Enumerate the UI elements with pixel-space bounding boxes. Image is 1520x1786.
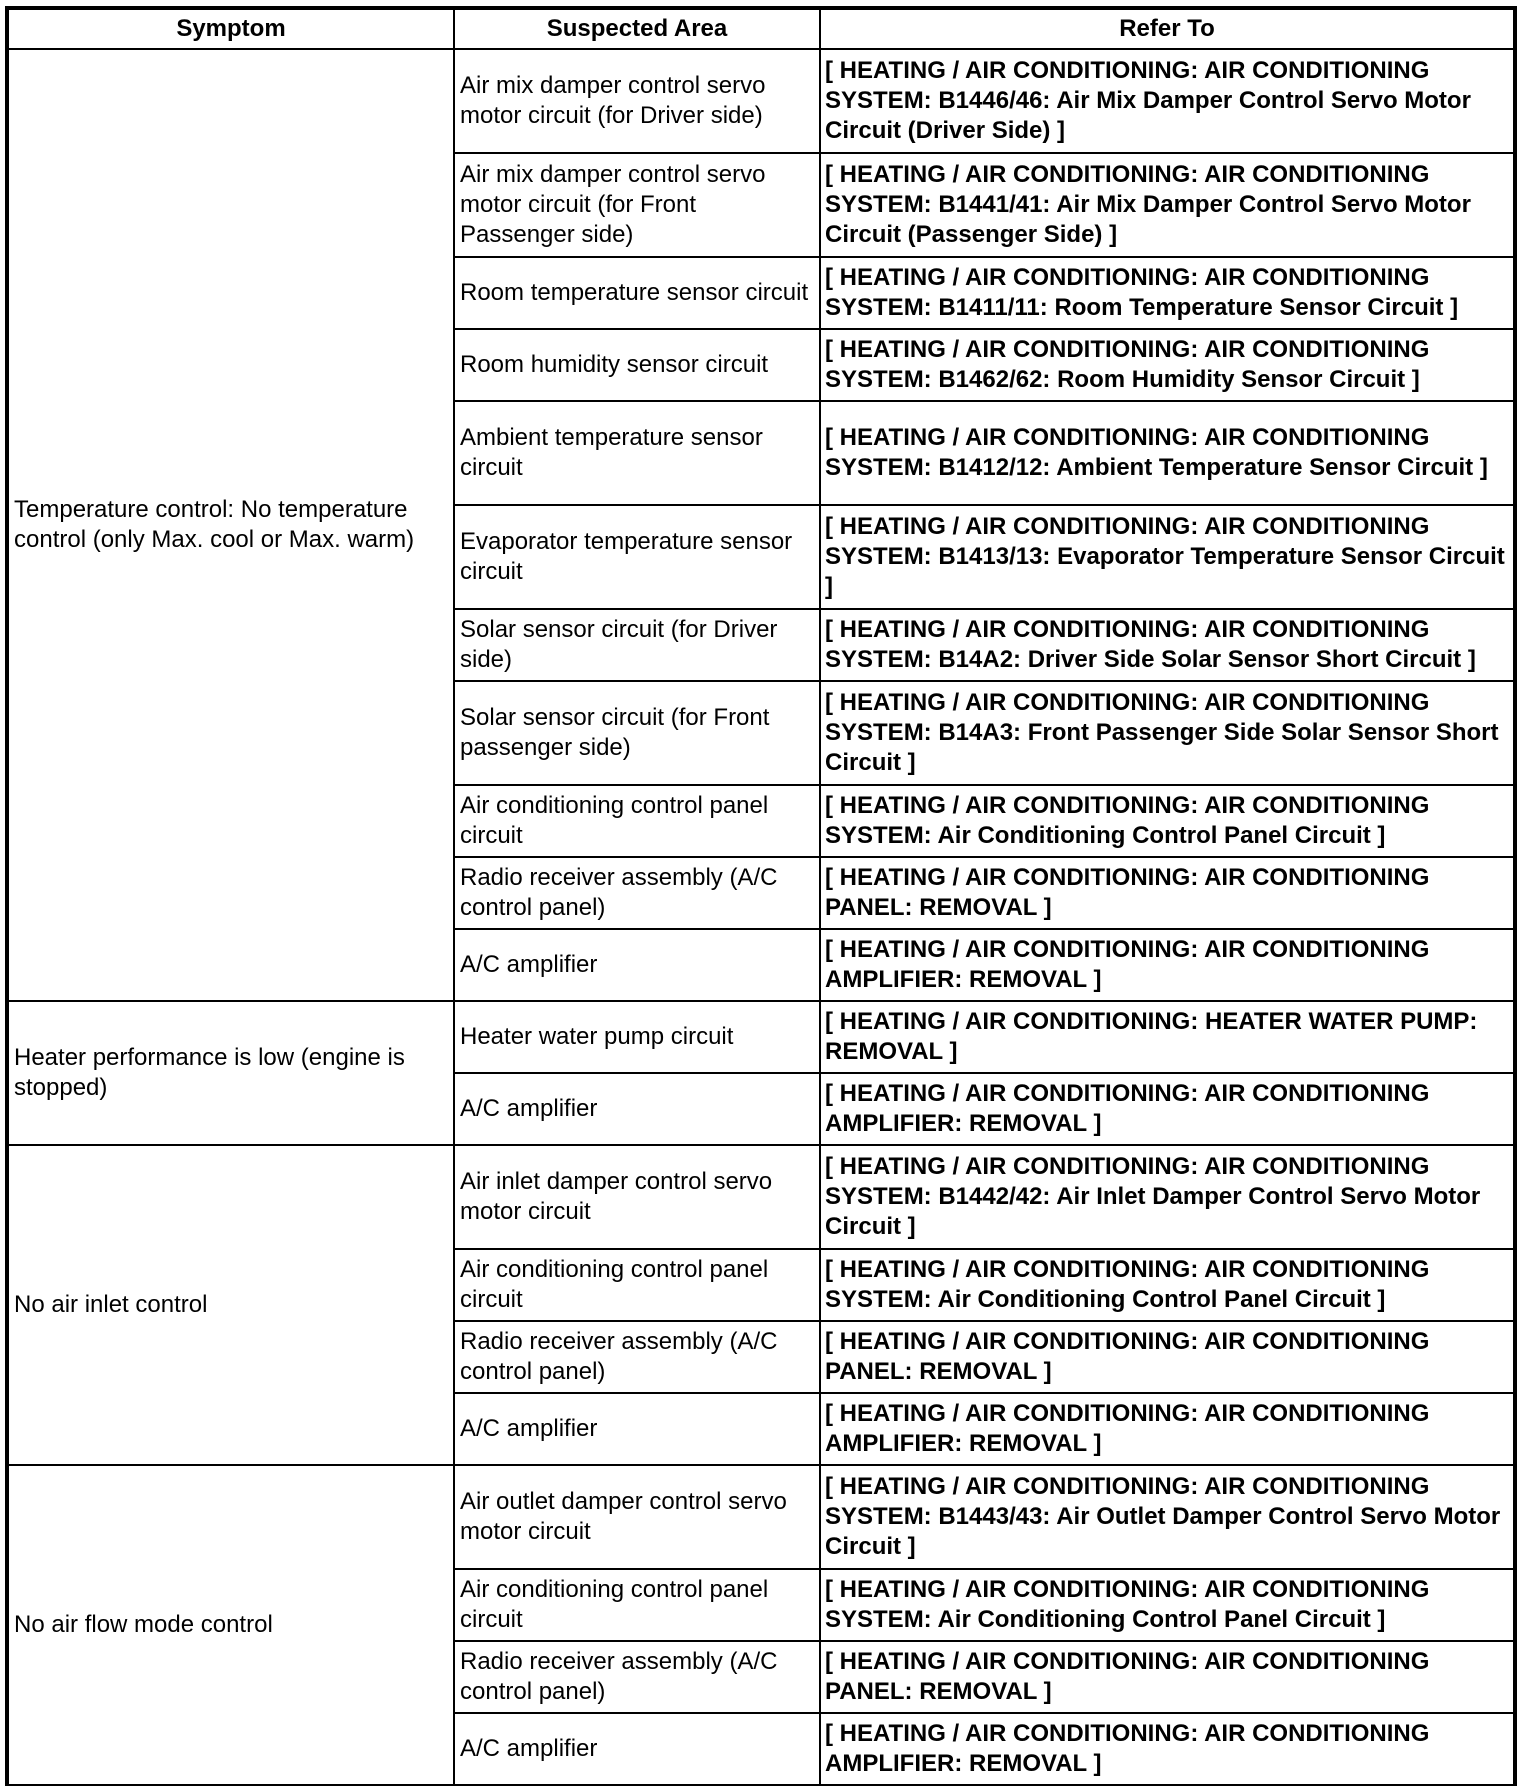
diagnostic-table	[7, 8, 1515, 1786]
suspected-area-cell: Radio receiver assembly (A/C control panel)	[454, 1641, 820, 1713]
suspected-area-cell: A/C amplifier	[454, 1073, 820, 1145]
symptom-cell: No air flow mode control	[8, 1465, 454, 1785]
suspected-area-cell: Air mix damper control servo motor circuit (for Front Passenger side)	[454, 153, 820, 257]
suspected-area-cell: A/C amplifier	[454, 1713, 820, 1785]
header-row	[8, 9, 1514, 49]
refer-to-link[interactable]: [ HEATING / AIR CONDITIONING: AIR CONDITIONING SYSTEM: B1413/13: Evaporator Temperature Sensor Circuit ]	[820, 505, 1514, 609]
header-suspected-area: Suspected Area	[454, 9, 820, 49]
refer-to-link[interactable]: [ HEATING / AIR CONDITIONING: AIR CONDITIONING AMPLIFIER: REMOVAL ]	[820, 1713, 1514, 1785]
suspected-area-cell: Heater water pump circuit	[454, 1001, 820, 1073]
refer-to-link[interactable]: [ HEATING / AIR CONDITIONING: AIR CONDITIONING SYSTEM: B1462/62: Room Humidity Sensor Circuit ]	[820, 329, 1514, 401]
header-symptom: Symptom	[8, 9, 454, 49]
refer-to-link[interactable]: [ HEATING / AIR CONDITIONING: AIR CONDITIONING SYSTEM: Air Conditioning Control Panel Circuit ]	[820, 1569, 1514, 1641]
suspected-area-cell: Solar sensor circuit (for Front passenger side)	[454, 681, 820, 785]
table-row	[8, 1001, 1514, 1073]
suspected-area-cell: Solar sensor circuit (for Driver side)	[454, 609, 820, 681]
refer-to-link[interactable]: [ HEATING / AIR CONDITIONING: AIR CONDITIONING PANEL: REMOVAL ]	[820, 1641, 1514, 1713]
refer-to-link[interactable]: [ HEATING / AIR CONDITIONING: AIR CONDITIONING SYSTEM: Air Conditioning Control Panel Circuit ]	[820, 785, 1514, 857]
table-row	[8, 1145, 1514, 1249]
suspected-area-cell: Air conditioning control panel circuit	[454, 785, 820, 857]
refer-to-link[interactable]: [ HEATING / AIR CONDITIONING: AIR CONDITIONING SYSTEM: B14A3: Front Passenger Side Solar Sensor Short Circuit ]	[820, 681, 1514, 785]
refer-to-link[interactable]: [ HEATING / AIR CONDITIONING: AIR CONDITIONING SYSTEM: B1411/11: Room Temperature Sensor Circuit ]	[820, 257, 1514, 329]
suspected-area-cell: Room temperature sensor circuit	[454, 257, 820, 329]
suspected-area-cell: Air mix damper control servo motor circuit (for Driver side)	[454, 49, 820, 153]
refer-to-link[interactable]: [ HEATING / AIR CONDITIONING: AIR CONDITIONING PANEL: REMOVAL ]	[820, 857, 1514, 929]
refer-to-link[interactable]: [ HEATING / AIR CONDITIONING: AIR CONDITIONING SYSTEM: B1446/46: Air Mix Damper Control Servo Motor Circuit (Driver Side) ]	[820, 49, 1514, 153]
table-row	[8, 1465, 1514, 1569]
suspected-area-cell: Radio receiver assembly (A/C control panel)	[454, 1321, 820, 1393]
refer-to-link[interactable]: [ HEATING / AIR CONDITIONING: AIR CONDITIONING SYSTEM: B1443/43: Air Outlet Damper Control Servo Motor Circuit ]	[820, 1465, 1514, 1569]
suspected-area-cell: Air conditioning control panel circuit	[454, 1249, 820, 1321]
suspected-area-cell: Ambient temperature sensor circuit	[454, 401, 820, 505]
suspected-area-cell: Air inlet damper control servo motor circuit	[454, 1145, 820, 1249]
refer-to-link[interactable]: [ HEATING / AIR CONDITIONING: HEATER WATER PUMP: REMOVAL ]	[820, 1001, 1514, 1073]
refer-to-link[interactable]: [ HEATING / AIR CONDITIONING: AIR CONDITIONING SYSTEM: B1441/41: Air Mix Damper Control Servo Motor Circuit (Passenger Side) ]	[820, 153, 1514, 257]
suspected-area-cell: A/C amplifier	[454, 929, 820, 1001]
header-refer-to: Refer To	[820, 9, 1514, 49]
suspected-area-cell: Evaporator temperature sensor circuit	[454, 505, 820, 609]
refer-to-link[interactable]: [ HEATING / AIR CONDITIONING: AIR CONDITIONING AMPLIFIER: REMOVAL ]	[820, 929, 1514, 1001]
refer-to-link[interactable]: [ HEATING / AIR CONDITIONING: AIR CONDITIONING SYSTEM: Air Conditioning Control Panel Circuit ]	[820, 1249, 1514, 1321]
symptom-cell: Temperature control: No temperature control (only Max. cool or Max. warm)	[8, 49, 454, 1001]
suspected-area-cell: A/C amplifier	[454, 1393, 820, 1465]
symptom-cell: Heater performance is low (engine is stopped)	[8, 1001, 454, 1145]
refer-to-link[interactable]: [ HEATING / AIR CONDITIONING: AIR CONDITIONING SYSTEM: B14A2: Driver Side Solar Sensor Short Circuit ]	[820, 609, 1514, 681]
refer-to-link[interactable]: [ HEATING / AIR CONDITIONING: AIR CONDITIONING SYSTEM: B1442/42: Air Inlet Damper Control Servo Motor Circuit ]	[820, 1145, 1514, 1249]
table-row	[8, 49, 1514, 153]
suspected-area-cell: Air conditioning control panel circuit	[454, 1569, 820, 1641]
symptom-cell: No air inlet control	[8, 1145, 454, 1465]
suspected-area-cell: Air outlet damper control servo motor circuit	[454, 1465, 820, 1569]
suspected-area-cell: Room humidity sensor circuit	[454, 329, 820, 401]
suspected-area-cell: Radio receiver assembly (A/C control panel)	[454, 857, 820, 929]
refer-to-link[interactable]: [ HEATING / AIR CONDITIONING: AIR CONDITIONING AMPLIFIER: REMOVAL ]	[820, 1393, 1514, 1465]
refer-to-link[interactable]: [ HEATING / AIR CONDITIONING: AIR CONDITIONING SYSTEM: B1412/12: Ambient Temperature Sensor Circuit ]	[820, 401, 1514, 505]
refer-to-link[interactable]: [ HEATING / AIR CONDITIONING: AIR CONDITIONING AMPLIFIER: REMOVAL ]	[820, 1073, 1514, 1145]
refer-to-link[interactable]: [ HEATING / AIR CONDITIONING: AIR CONDITIONING PANEL: REMOVAL ]	[820, 1321, 1514, 1393]
